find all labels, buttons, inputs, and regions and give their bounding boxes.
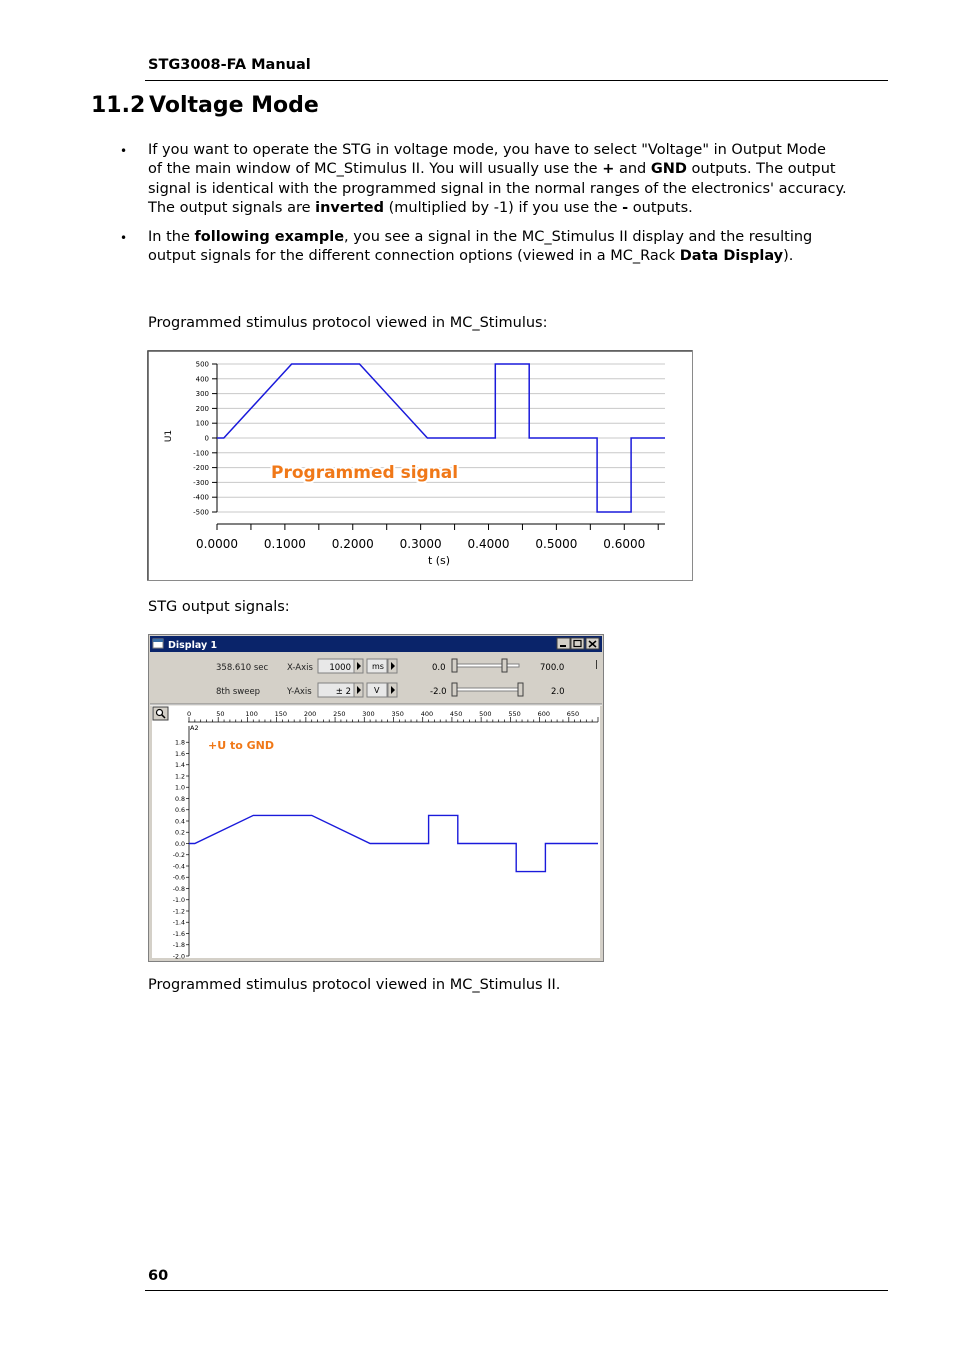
x-tick-label: 0.3000 — [399, 537, 442, 551]
y-tick-label: -2.0 — [172, 953, 185, 961]
channel-label: A2 — [190, 724, 199, 732]
y-tick-label: 300 — [195, 390, 209, 399]
close-icon[interactable] — [586, 638, 599, 649]
y-tick-label: -1.0 — [172, 897, 185, 905]
y-tick-label: 100 — [195, 419, 209, 428]
connection-label: +U to GND — [208, 739, 274, 752]
y-tick-label: 1.6 — [174, 750, 185, 758]
header-rule — [145, 80, 888, 81]
x-tick-label: 0.5000 — [535, 537, 578, 551]
toolbar-edge-mark: | — [595, 660, 599, 670]
x-unit: ms — [372, 662, 384, 671]
paragraph-voltage-mode — [148, 141, 847, 218]
y-tick-label: -400 — [193, 493, 209, 502]
text-run: In the — [148, 229, 195, 245]
y-axis-label: U1 — [164, 429, 174, 443]
manual-title: STG3008-FA Manual — [148, 57, 311, 73]
paragraph-line — [148, 228, 812, 247]
y-tick-label: 0.6 — [174, 807, 185, 815]
x-tick-label: 0.2000 — [331, 537, 374, 551]
y-tick-label: 400 — [195, 375, 209, 384]
text-run: signal is identical with the programmed signal in the normal ranges of the electronics' accuracy. — [148, 180, 847, 197]
paragraph-line — [148, 247, 812, 266]
y-unit: V — [374, 686, 380, 695]
y-tick-label: 500 — [195, 360, 209, 369]
y-tick-label: -1.6 — [172, 930, 185, 938]
x-tick-label: 0.6000 — [603, 537, 646, 551]
y-tick-label: 1.8 — [174, 739, 185, 747]
sweep-counter: 8th sweep — [216, 687, 261, 697]
bullet-icon: • — [120, 144, 128, 158]
x-axis-label: t (s) — [427, 554, 451, 567]
bold-text: GND — [650, 161, 687, 178]
text-run: outputs. — [628, 199, 693, 216]
bold-text: following example — [194, 229, 345, 245]
text-run: If you want to operate the STG in voltage mode, you have to select "Voltage" in Output Mode — [148, 142, 826, 158]
y-tick-label: -0.8 — [172, 885, 185, 893]
paragraph-line — [148, 180, 847, 199]
x-unit-arrow-icon[interactable] — [388, 659, 397, 673]
caption-bottom: Programmed stimulus protocol viewed in MC_Stimulus II. — [148, 977, 561, 993]
x-tick-label: 400 — [420, 710, 434, 718]
y-tick-label: -200 — [193, 464, 209, 473]
y-tick-label: -100 — [193, 449, 209, 458]
x-tick-label: 350 — [391, 710, 404, 718]
y-axis-spin-icon[interactable] — [354, 683, 363, 697]
x-tick-label: 0.0000 — [196, 537, 238, 551]
bold-text: - — [622, 199, 629, 216]
y-axis-value: ± 2 — [335, 687, 351, 697]
y-axis-setting-label: Y-Axis — [287, 687, 312, 697]
y-tick-label: -0.4 — [172, 863, 185, 871]
y-tick-label: -1.4 — [172, 919, 185, 927]
text-run: (multiplied by -1) if you use the — [384, 199, 623, 216]
y-tick-label: -1.2 — [172, 908, 185, 916]
y-tick-label: 0.8 — [174, 795, 185, 803]
x-axis-setting-label: X-Axis — [287, 663, 313, 673]
x-tick-label: 550 — [508, 710, 521, 718]
window-titlebar[interactable] — [150, 636, 602, 652]
y-tick-label: 0.4 — [174, 818, 185, 826]
x-tick-label: 250 — [333, 710, 346, 718]
y-tick-label: 1.4 — [174, 762, 185, 770]
x-tick-label: 100 — [245, 710, 258, 718]
bold-text: inverted — [315, 199, 385, 216]
caption-stg-output: STG output signals: — [148, 599, 290, 615]
paragraph-example — [148, 228, 812, 267]
x-max-value: 700.0 — [540, 663, 565, 673]
text-run: The output signals are — [148, 199, 316, 216]
minimize-icon[interactable] — [557, 638, 570, 649]
paragraph-line — [148, 141, 847, 160]
y-tick-label: 0.0 — [174, 840, 185, 848]
y-max-value: 2.0 — [551, 687, 565, 697]
zoom-icon[interactable] — [153, 707, 168, 720]
section-number: 11.2 — [91, 93, 146, 118]
y-tick-label: -1.8 — [172, 942, 185, 950]
y-tick-label: -500 — [193, 508, 209, 517]
text-run: output signals for the different connection options (viewed in a MC_Rack — [148, 248, 680, 265]
x-tick-label: 0 — [187, 710, 192, 718]
caption-programmed: Programmed stimulus protocol viewed in MC_Stimulus: — [148, 315, 548, 331]
x-tick-label: 600 — [537, 710, 550, 718]
text-run: and — [614, 161, 651, 178]
x-tick-label: 150 — [274, 710, 288, 718]
y-tick-label: -300 — [193, 478, 209, 487]
x-tick-label: 500 — [479, 710, 492, 718]
x-tick-label: 50 — [216, 710, 225, 718]
paragraph-line — [148, 160, 847, 179]
section-heading — [91, 93, 319, 118]
footer-rule — [145, 1290, 888, 1291]
text-run: outputs. The output — [686, 161, 836, 178]
window-title: Display 1 — [168, 640, 218, 651]
bold-text: Data Display — [679, 248, 784, 265]
x-tick-label: 300 — [362, 710, 375, 718]
text-run: , you see a signal in the MC_Stimulus II display and the resulting — [344, 229, 813, 245]
programmed-signal-label: Programmed signal — [271, 463, 459, 483]
x-min-value: 0.0 — [432, 663, 446, 673]
x-tick-label: 450 — [449, 710, 463, 718]
page-number: 60 — [148, 1268, 169, 1284]
bullet-icon: • — [120, 231, 128, 245]
y-tick-label: -0.2 — [172, 852, 185, 860]
x-axis-value: 1000 — [329, 663, 351, 673]
x-axis-spin-icon[interactable] — [354, 659, 363, 673]
x-tick-label: 650 — [566, 710, 580, 718]
stimulus-chart — [147, 350, 693, 581]
text-run: of the main window of MC_Stimulus II. You will usually use the — [148, 161, 603, 178]
y-unit-arrow-icon[interactable] — [388, 683, 397, 697]
bold-text: + — [602, 161, 615, 178]
y-tick-label: -0.6 — [172, 874, 185, 882]
text-run: ). — [783, 248, 794, 265]
section-title: Voltage Mode — [149, 93, 319, 118]
x-tick-label: 0.4000 — [467, 537, 510, 551]
y-min-value: -2.0 — [430, 687, 447, 697]
y-tick-label: 1.0 — [174, 784, 185, 792]
paragraph-line — [148, 199, 847, 218]
y-tick-label: 0.2 — [174, 829, 185, 837]
x-tick-label: 200 — [303, 710, 317, 718]
data-display-window — [148, 634, 604, 962]
y-tick-label: 200 — [195, 404, 209, 413]
x-tick-label: 0.1000 — [263, 537, 306, 551]
elapsed-time: 358.610 sec — [216, 663, 269, 673]
y-tick-label: 0 — [204, 434, 209, 443]
y-tick-label: 1.2 — [174, 773, 185, 781]
maximize-icon[interactable] — [571, 638, 584, 649]
